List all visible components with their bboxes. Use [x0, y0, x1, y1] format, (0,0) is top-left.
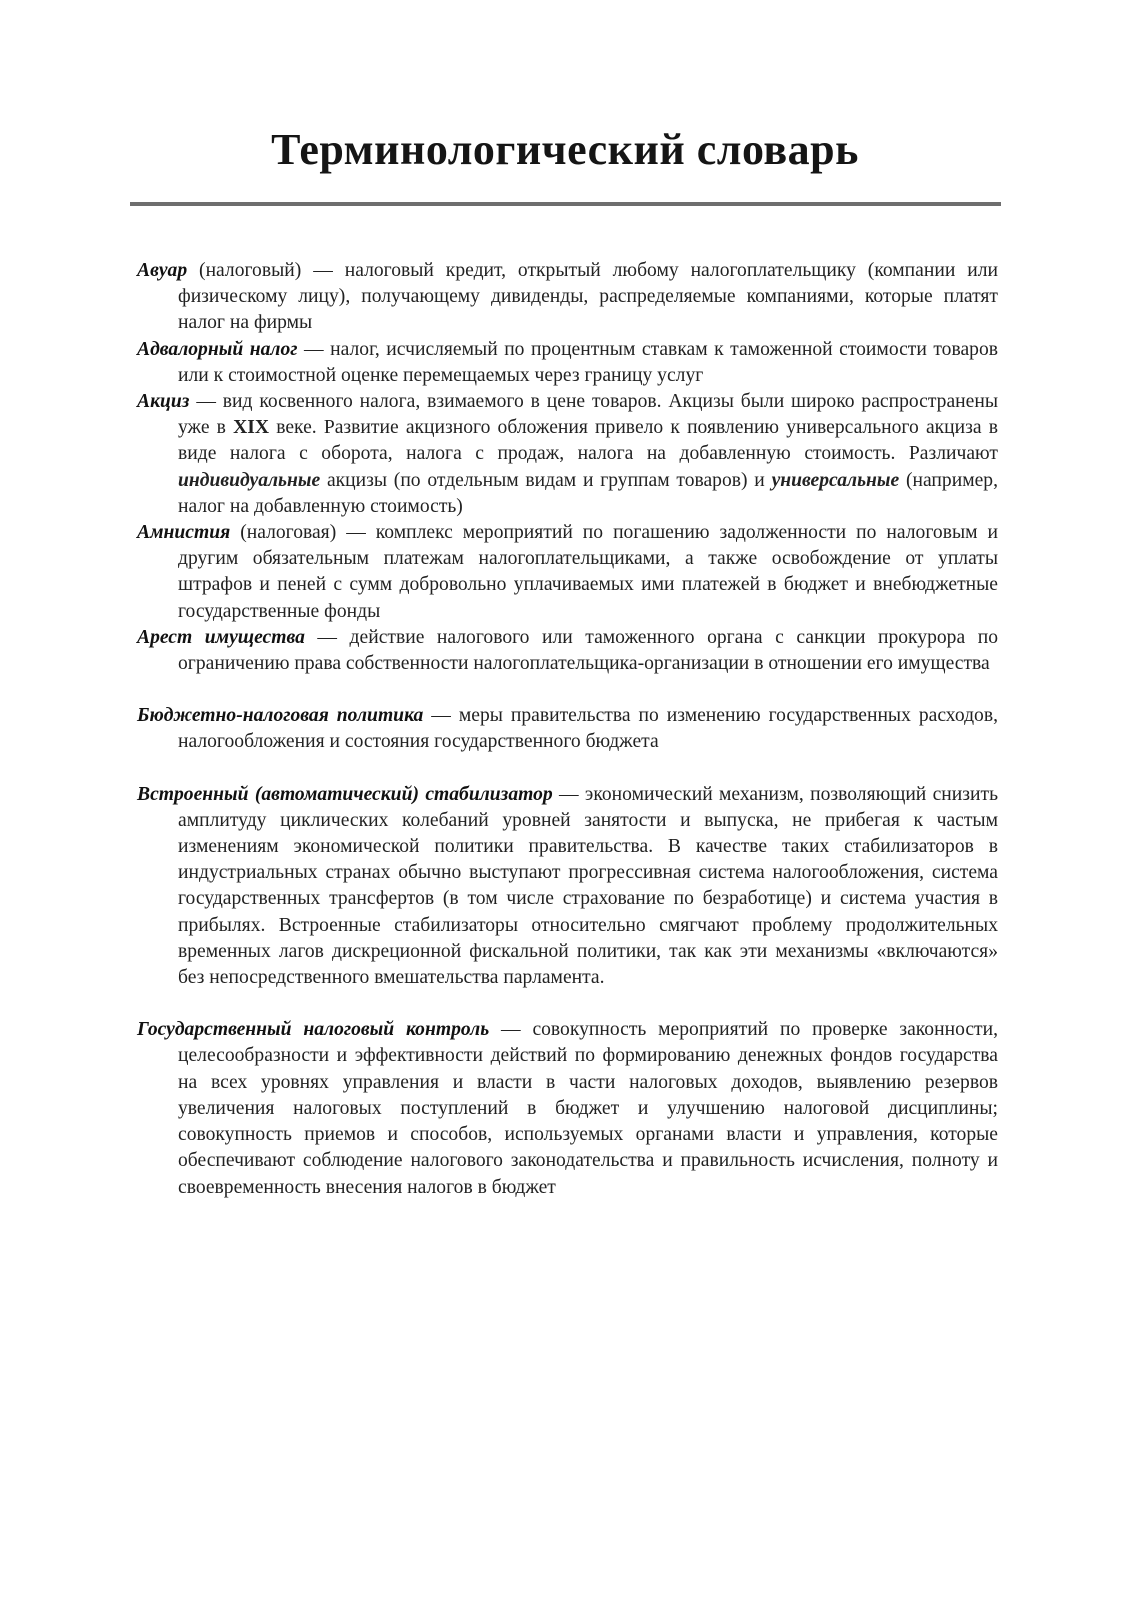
glossary-entries — [137, 258, 998, 1201]
entry-definition: акцизы (по отдельным видам и группам товаров) и — [320, 469, 772, 491]
entry-emphasis: XIX — [233, 417, 270, 439]
entry-definition: (например, налог на добавленную стоимость) — [178, 469, 998, 517]
entry-definition: — экономический механизм, позволяющий снизить амплитуду циклических колебаний уровней занятости и выпуска, не прибегая к частым изменениям экономической политики правительства. В качестве таких стабилизаторов в индустриальных странах обычно выступают прогрессивная система налогообложения, система государственных трансфертов (в том числе страхование по безработице) и система участия в прибылях. Встроенные стабилизаторы относительно смягчают проблему продолжительных временных лагов дискреционной фискальной политики, так как эти механизмы «включаются» без непосредственного вмешательства парламента. — [178, 783, 999, 989]
entry-emphasis: универсальные — [771, 469, 900, 491]
glossary-entry-aktsiz — [137, 389, 998, 520]
glossary-entry-byudzhetno-nalogovaya-politika — [137, 703, 998, 755]
page-title: Терминологический словарь — [271, 125, 859, 174]
entry-definition: веке. Развитие акцизного обложения привело к появлению универсального акциза в виде налога с оборота, налога с продаж, налога на добавленную стоимость. Различают — [178, 417, 998, 465]
entry-definition: — вид косвенного налога, взимаемого в цене товаров. Акцизы были широко распространены уже в — [178, 391, 998, 439]
entry-emphasis: индивидуальные — [178, 469, 321, 491]
entry-term: Авуар — [137, 260, 188, 281]
entry-term: Амнистия — [137, 522, 231, 544]
glossary-entry-arest-imushchestva — [137, 625, 998, 677]
glossary-entry-advalornyi-nalog — [137, 337, 998, 389]
glossary-entry-avuar — [137, 258, 998, 337]
glossary-entry-gosudarstvennyi-nalogovyi-kontrol — [137, 1017, 998, 1200]
title-divider — [130, 202, 1001, 206]
glossary-entry-amnistiya — [137, 520, 998, 625]
entry-term: Арест имущества — [137, 626, 305, 648]
entry-definition: (налоговый) — налоговый кредит, открытый любому налогоплательщику (компании или физическому лицу), получающему дивиденды, распределяемые компаниями, которые платят налог на фирмы — [178, 260, 998, 334]
entry-term: Государственный налоговый контроль — [137, 1019, 490, 1041]
entry-term: Встроенный (автоматический) стабилизатор — [137, 783, 553, 805]
entry-term: Акциз — [137, 391, 190, 413]
entry-definition: — налог, исчисляемый по процентным ставкам к таможенной стоимости товаров или к стоимостной оценке перемещаемых через границу услуг — [178, 338, 999, 386]
entry-definition: — действие налогового или таможенного органа с санкции прокурора по ограничению права собственности налогоплательщика-организации в отношении его имущества — [178, 626, 998, 675]
entry-term: Бюджетно-налоговая политика — [137, 705, 424, 727]
entry-term: Адвалорный налог — [137, 338, 298, 360]
glossary-entry-vstroennyi-stabilizator — [137, 782, 998, 992]
entry-definition: — совокупность мероприятий по проверке законности, целесообразности и эффективности действий по формированию денежных фондов государства на всех уровнях управления и власти в части налоговых доходов, выявлению резервов увеличения налоговых поступлений в бюджет и улучшению налоговой дисциплины; совокупность приемов и способов, используемых органами власти и управления, которые обеспечивают соблюдение налогового законодательства и правильность исчисления, полноту и своевременность внесения налогов в бюджет — [178, 1019, 998, 1198]
entry-definition: (налоговая) — комплекс мероприятий по погашению задолженности по налоговым и другим обязательным платежам налогоплательщиками, а также освобождение от уплаты штрафов и пеней с сумм добровольно уплачиваемых ими платежей в бюджет и внебюджетные государственные фонды — [178, 522, 998, 622]
entry-definition: — меры правительства по изменению государственных расходов, налогообложения и состояния государственного бюджета — [178, 705, 998, 753]
